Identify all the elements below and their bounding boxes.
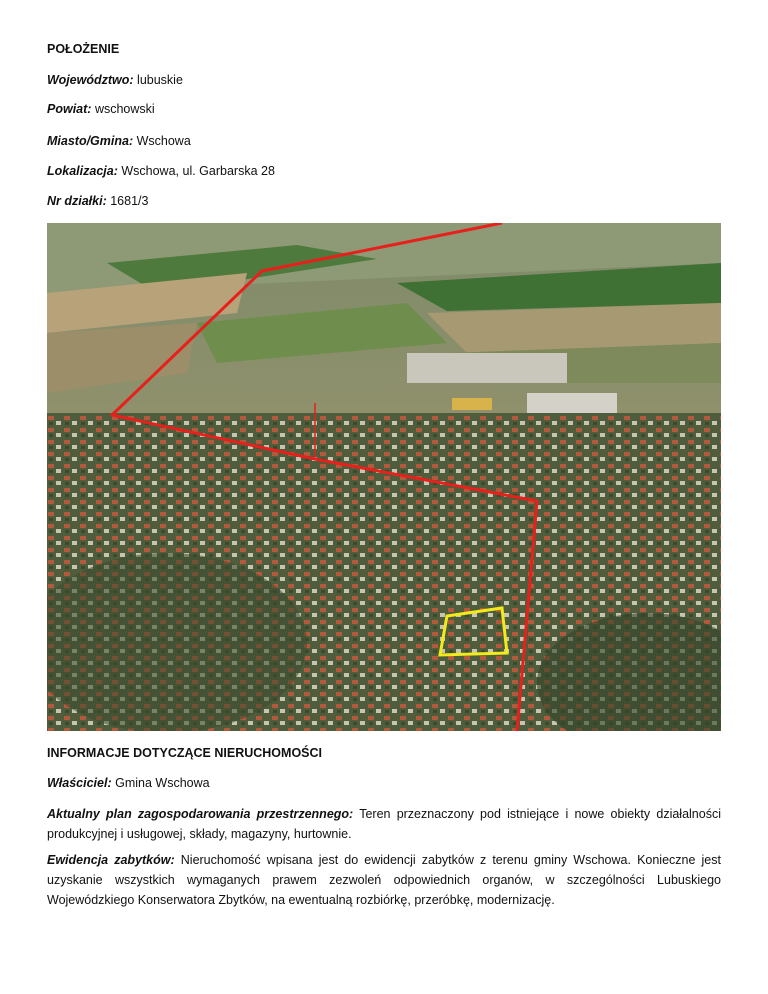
voivodeship-row bbox=[47, 73, 183, 87]
industrial-buildings bbox=[407, 353, 567, 383]
owner-value: Gmina Wschowa bbox=[115, 776, 210, 790]
locality-row bbox=[47, 164, 275, 178]
yellow-roof bbox=[452, 398, 492, 410]
location-heading: POŁOŻENIE bbox=[47, 42, 120, 56]
locality-label: Lokalizacja: bbox=[47, 164, 118, 178]
monuments-label: Ewidencja zabytków: bbox=[47, 853, 175, 867]
parcel-label: Nr działki: bbox=[47, 194, 107, 208]
municipality-row bbox=[47, 134, 191, 148]
aerial-photo bbox=[47, 223, 721, 731]
county-label: Powiat: bbox=[47, 102, 92, 116]
plan-value: Teren przeznaczony pod istniejące i nowe obiekty działalności produkcyjnej i usługowej, składy, magazyny, hurtownie. bbox=[47, 807, 721, 841]
plan-label: Aktualny plan zagospodarowania przestrzennego: bbox=[47, 807, 354, 821]
owner-label: Właściciel: bbox=[47, 776, 112, 790]
property-heading: INFORMACJE DOTYCZĄCE NIERUCHOMOŚCI bbox=[47, 746, 323, 760]
county-value: wschowski bbox=[94, 102, 155, 116]
municipality-value: Wschowa bbox=[136, 134, 191, 148]
aerial-photo-illustration bbox=[47, 223, 721, 731]
owner-row bbox=[47, 776, 210, 790]
locality-value: Wschowa, ul. Garbarska 28 bbox=[121, 164, 275, 178]
plan-paragraph bbox=[47, 804, 721, 844]
voivodeship-value: lubuskie bbox=[137, 73, 183, 87]
parcel-row bbox=[47, 194, 148, 208]
county-row bbox=[47, 102, 155, 116]
municipality-label: Miasto/Gmina: bbox=[47, 134, 134, 148]
parcel-value: 1681/3 bbox=[110, 194, 149, 208]
voivodeship-label: Województwo: bbox=[47, 73, 134, 87]
warehouse bbox=[527, 393, 617, 415]
monuments-paragraph bbox=[47, 850, 721, 910]
monuments-value: Nieruchomość wpisana jest do ewidencji zabytków z terenu gminy Wschowa. Konieczne jest uzyskanie wszystkich wymaganych prawem zezwoleń odpowiednich organów, w szczególności Lubuskiego Wojewódzkiego Konserwatora Zbytków, na ewentualną rozbiórkę, przeróbkę, modernizację. bbox=[47, 853, 721, 907]
